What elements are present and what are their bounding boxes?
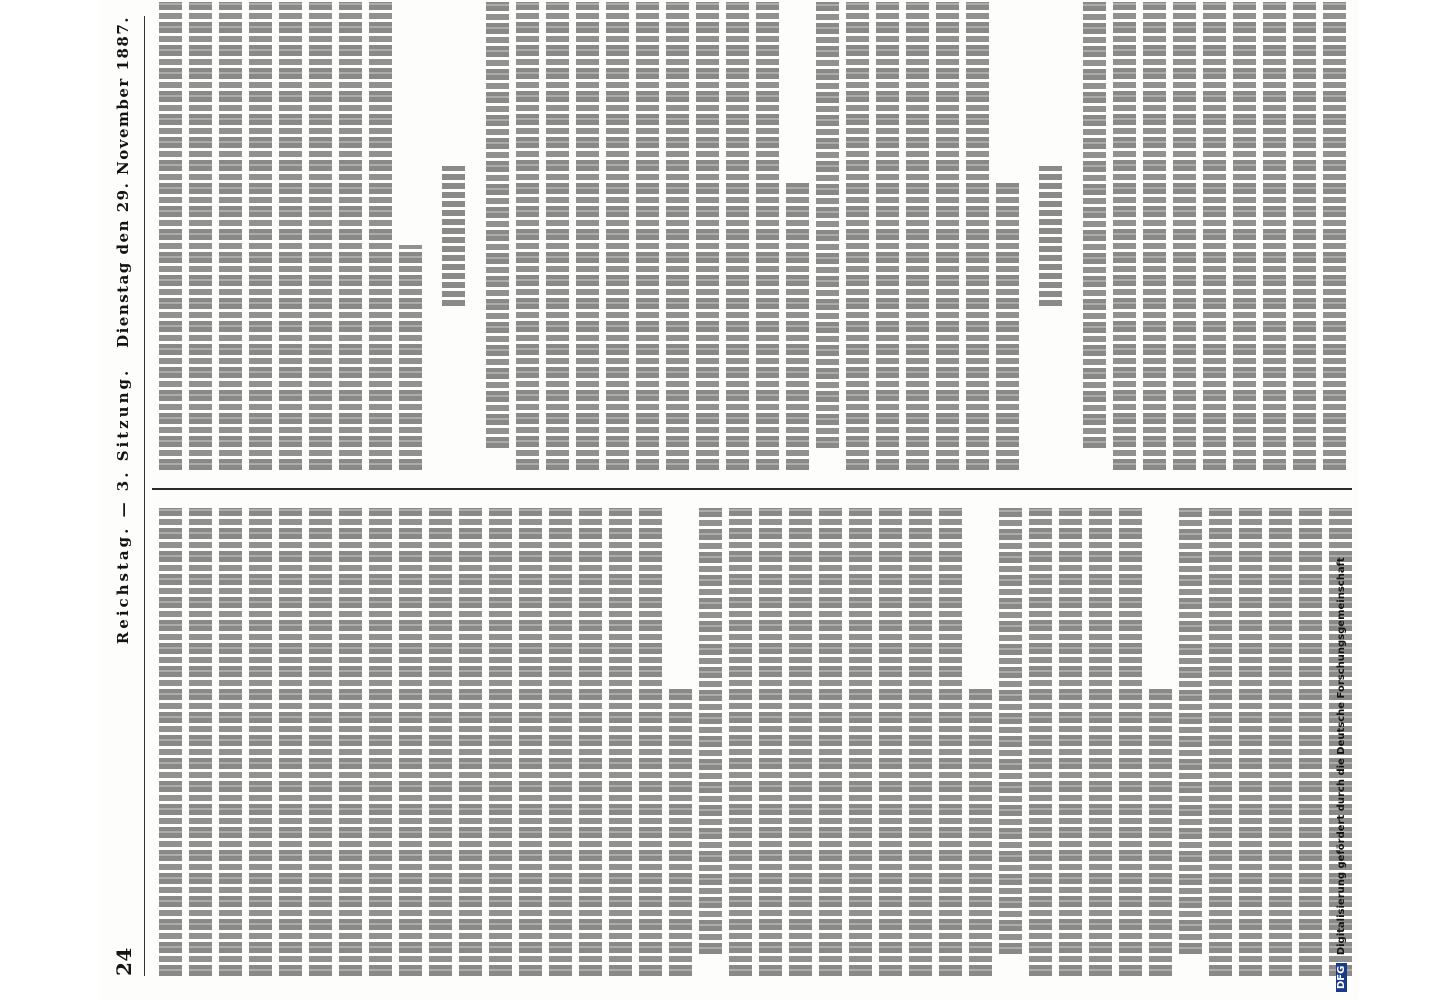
paragraph-gap	[1068, 2, 1082, 470]
text-line	[695, 2, 719, 470]
dfg-logo-icon: DFG	[1336, 963, 1347, 992]
right-text-column	[158, 2, 1352, 470]
text-line	[1142, 2, 1166, 470]
text-line	[818, 508, 842, 976]
text-line	[728, 508, 752, 976]
page-header	[106, 16, 142, 976]
text-line	[638, 508, 662, 976]
text-line	[338, 508, 362, 976]
text-line	[188, 508, 212, 976]
text-line	[158, 2, 182, 470]
text-line	[428, 508, 452, 976]
text-line	[938, 508, 962, 976]
text-line	[995, 180, 1019, 470]
text-line	[968, 686, 992, 976]
text-line	[1298, 508, 1322, 976]
text-line	[1268, 508, 1292, 976]
document-page	[100, 0, 1358, 1000]
text-line	[758, 508, 782, 976]
text-line	[665, 2, 689, 470]
text-line	[815, 2, 839, 448]
text-line	[845, 2, 869, 470]
paragraph-gap	[1025, 2, 1039, 470]
text-line	[278, 2, 302, 470]
text-line	[1262, 2, 1286, 470]
text-line	[1238, 508, 1262, 976]
text-line	[965, 2, 989, 470]
text-line	[188, 2, 212, 470]
paragraph-gap	[471, 2, 485, 470]
text-line	[998, 508, 1022, 954]
text-line	[755, 2, 779, 470]
text-line	[668, 686, 692, 976]
text-line	[1178, 508, 1202, 954]
text-line	[248, 2, 272, 470]
text-line	[578, 508, 602, 976]
header-rule	[144, 16, 145, 976]
session-date: Dienstag den 29. November 1887.	[114, 16, 132, 348]
text-line	[368, 2, 392, 470]
digitization-footer	[1336, 12, 1352, 992]
text-line	[1148, 686, 1172, 976]
text-line	[698, 508, 722, 954]
text-line	[608, 508, 632, 976]
text-line	[548, 508, 572, 976]
paragraph-gap	[428, 2, 442, 470]
page-number: 24	[112, 947, 136, 976]
text-line	[398, 245, 422, 470]
funding-note: Digitalisierung gefördert durch die Deutsche Forschungsgemeinschaft	[1336, 557, 1347, 956]
running-title: Reichstag. — 3. Sitzung.	[114, 367, 132, 645]
centered-remark	[442, 2, 465, 470]
text-line	[605, 2, 629, 470]
text-line	[575, 2, 599, 470]
text-line	[458, 508, 482, 976]
centered-remark	[1039, 2, 1062, 470]
text-line	[875, 2, 899, 470]
text-line	[308, 2, 332, 470]
column-divider	[152, 488, 1352, 490]
text-line	[1292, 2, 1316, 470]
text-line	[515, 2, 539, 470]
text-line	[545, 2, 569, 470]
text-line	[1118, 508, 1142, 976]
text-line	[1088, 508, 1112, 976]
text-line	[1202, 2, 1226, 470]
text-line	[398, 508, 422, 976]
text-line	[935, 2, 959, 470]
text-line	[785, 180, 809, 470]
text-line	[1112, 2, 1136, 470]
text-line	[338, 2, 362, 470]
text-line	[278, 508, 302, 976]
left-text-column	[158, 508, 1358, 976]
text-line	[248, 508, 272, 976]
text-line	[1208, 508, 1232, 976]
text-line	[158, 508, 182, 976]
text-line	[1028, 508, 1052, 976]
text-line	[1082, 2, 1106, 448]
text-line	[308, 508, 332, 976]
text-line	[788, 508, 812, 976]
text-line	[1172, 2, 1196, 470]
text-line	[725, 2, 749, 470]
text-line	[218, 2, 242, 470]
text-line	[635, 2, 659, 470]
text-line	[485, 2, 509, 448]
text-line	[1232, 2, 1256, 470]
text-line	[518, 508, 542, 976]
text-line	[878, 508, 902, 976]
text-line	[848, 508, 872, 976]
text-line	[218, 508, 242, 976]
text-line	[368, 508, 392, 976]
text-line	[488, 508, 512, 976]
text-line	[1058, 508, 1082, 976]
text-line	[908, 508, 932, 976]
text-line	[905, 2, 929, 470]
